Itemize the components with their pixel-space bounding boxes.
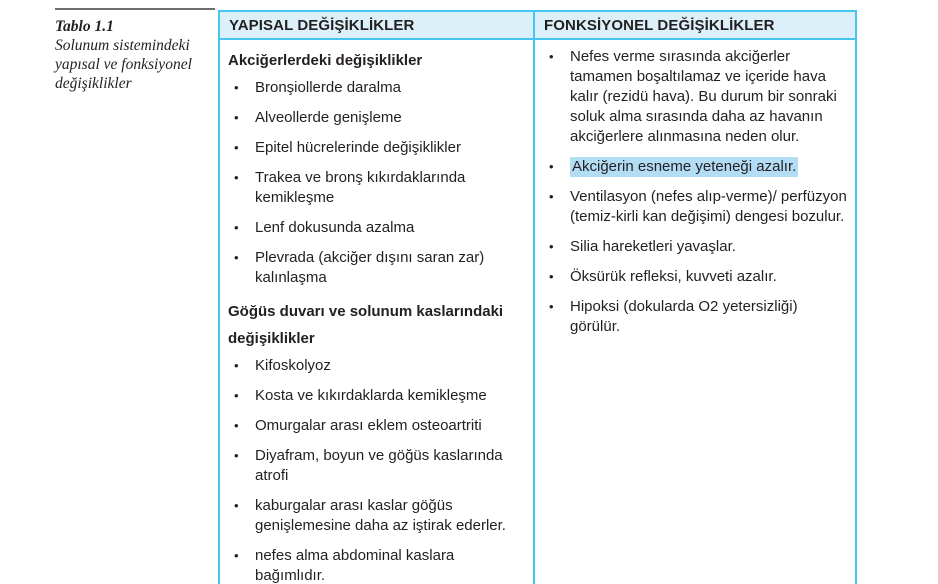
list-item: [543, 157, 850, 177]
bullet-text: Silia hareketleri yavaşlar.: [570, 238, 736, 255]
bullet-text: Epitel hücrelerinde değişiklikler: [255, 139, 461, 156]
section-heading: Akciğerlerdeki değişiklikler: [228, 52, 423, 69]
list-item: [228, 386, 528, 406]
list-item: [228, 78, 528, 98]
list-item: [543, 267, 850, 287]
list-item: [228, 108, 528, 128]
bullet-text: Nefes verme sırasında akciğerler tamamen boşaltılamaz ve içeride hava kalır (rezidü hava). Bu durum bir sonraki soluk alma sırasında daha az havanın akciğerlere alınmasına neden olur.: [570, 48, 837, 145]
bullet-icon: •: [234, 80, 239, 95]
bullet-text: Hipoksi (dokularda O2 yetersizliği) görülür.: [570, 298, 798, 335]
bullet-icon: •: [234, 250, 239, 265]
list-item: [543, 237, 850, 257]
bullet-icon: •: [549, 49, 554, 64]
column-header-functional: FONKSİYONEL DEĞİŞİKLİKLER: [534, 11, 856, 39]
list-item: [228, 416, 528, 436]
bullet-icon: •: [234, 140, 239, 155]
bullet-icon: •: [234, 498, 239, 513]
bullet-text: Kifoskolyoz: [255, 357, 331, 374]
highlighted-bullet-text: Akciğerin esneme yeteneği azalır.: [572, 158, 797, 175]
bullet-icon: •: [234, 110, 239, 125]
bullet-icon: •: [234, 170, 239, 185]
bullet-text: Lenf dokusunda azalma: [255, 219, 415, 236]
section-heading: Göğüs duvarı ve solunum kaslarındaki değişiklikler: [228, 303, 504, 347]
bullet-text: Trakea ve bronş kıkırdaklarında kemikleşme: [255, 169, 466, 206]
caption-subtitle: Solunum sistemindeki yapısal ve fonksiyonel değişiklikler: [55, 37, 192, 92]
bullet-text: nefes alma abdominal kaslara bağımlıdır.: [255, 547, 455, 584]
list-item: [228, 496, 528, 536]
list-item: [228, 356, 528, 376]
list-item: [228, 446, 528, 486]
bullet-icon: •: [549, 269, 554, 284]
bullet-icon: •: [549, 189, 554, 204]
bullet-text: Alveollerde genişleme: [255, 109, 402, 126]
list-item: [228, 138, 528, 158]
bullet-text: Bronşiollerde daralma: [255, 79, 401, 96]
bullet-text: Plevrada (akciğer dışını saran zar) kalınlaşma: [255, 249, 485, 286]
bullet-icon: •: [234, 388, 239, 403]
bullet-text: Kosta ve kıkırdaklarda kemikleşme: [255, 387, 487, 404]
bullet-icon: •: [234, 548, 239, 563]
column-header-structural: YAPISAL DEĞİŞİKLİKLER: [219, 11, 534, 39]
list-item: [543, 47, 850, 147]
bullet-icon: •: [549, 159, 554, 174]
list-item: [543, 297, 850, 337]
list-item: [228, 546, 528, 584]
list-item: [228, 218, 528, 238]
structural-column-body: [219, 39, 534, 584]
bullet-icon: •: [234, 220, 239, 235]
bullet-icon: •: [549, 239, 554, 254]
changes-table: [218, 10, 857, 584]
bullet-text: Diyafram, boyun ve göğüs kaslarında atrofi: [255, 447, 503, 484]
bullet-text: Öksürük refleksi, kuvveti azalır.: [570, 268, 777, 285]
caption-title: Tablo 1.1: [55, 18, 114, 35]
bullet-icon: •: [234, 418, 239, 433]
list-item: [228, 168, 528, 208]
bullet-icon: •: [549, 299, 554, 314]
list-item: [228, 248, 528, 288]
functional-column-body: [534, 39, 856, 584]
bullet-text: kaburgalar arası kaslar göğüs genişlemesine daha az iştirak ederler.: [255, 497, 506, 534]
bullet-text: Ventilasyon (nefes alıp-verme)/ perfüzyon (temiz-kirli kan değişimi) dengesi bozulur.: [570, 188, 847, 225]
table-caption: [55, 8, 215, 93]
bullet-icon: •: [234, 448, 239, 463]
caption-rule: [55, 8, 215, 10]
bullet-text: Omurgalar arası eklem osteoartriti: [255, 417, 482, 434]
list-item: [543, 187, 850, 227]
bullet-icon: •: [234, 358, 239, 373]
